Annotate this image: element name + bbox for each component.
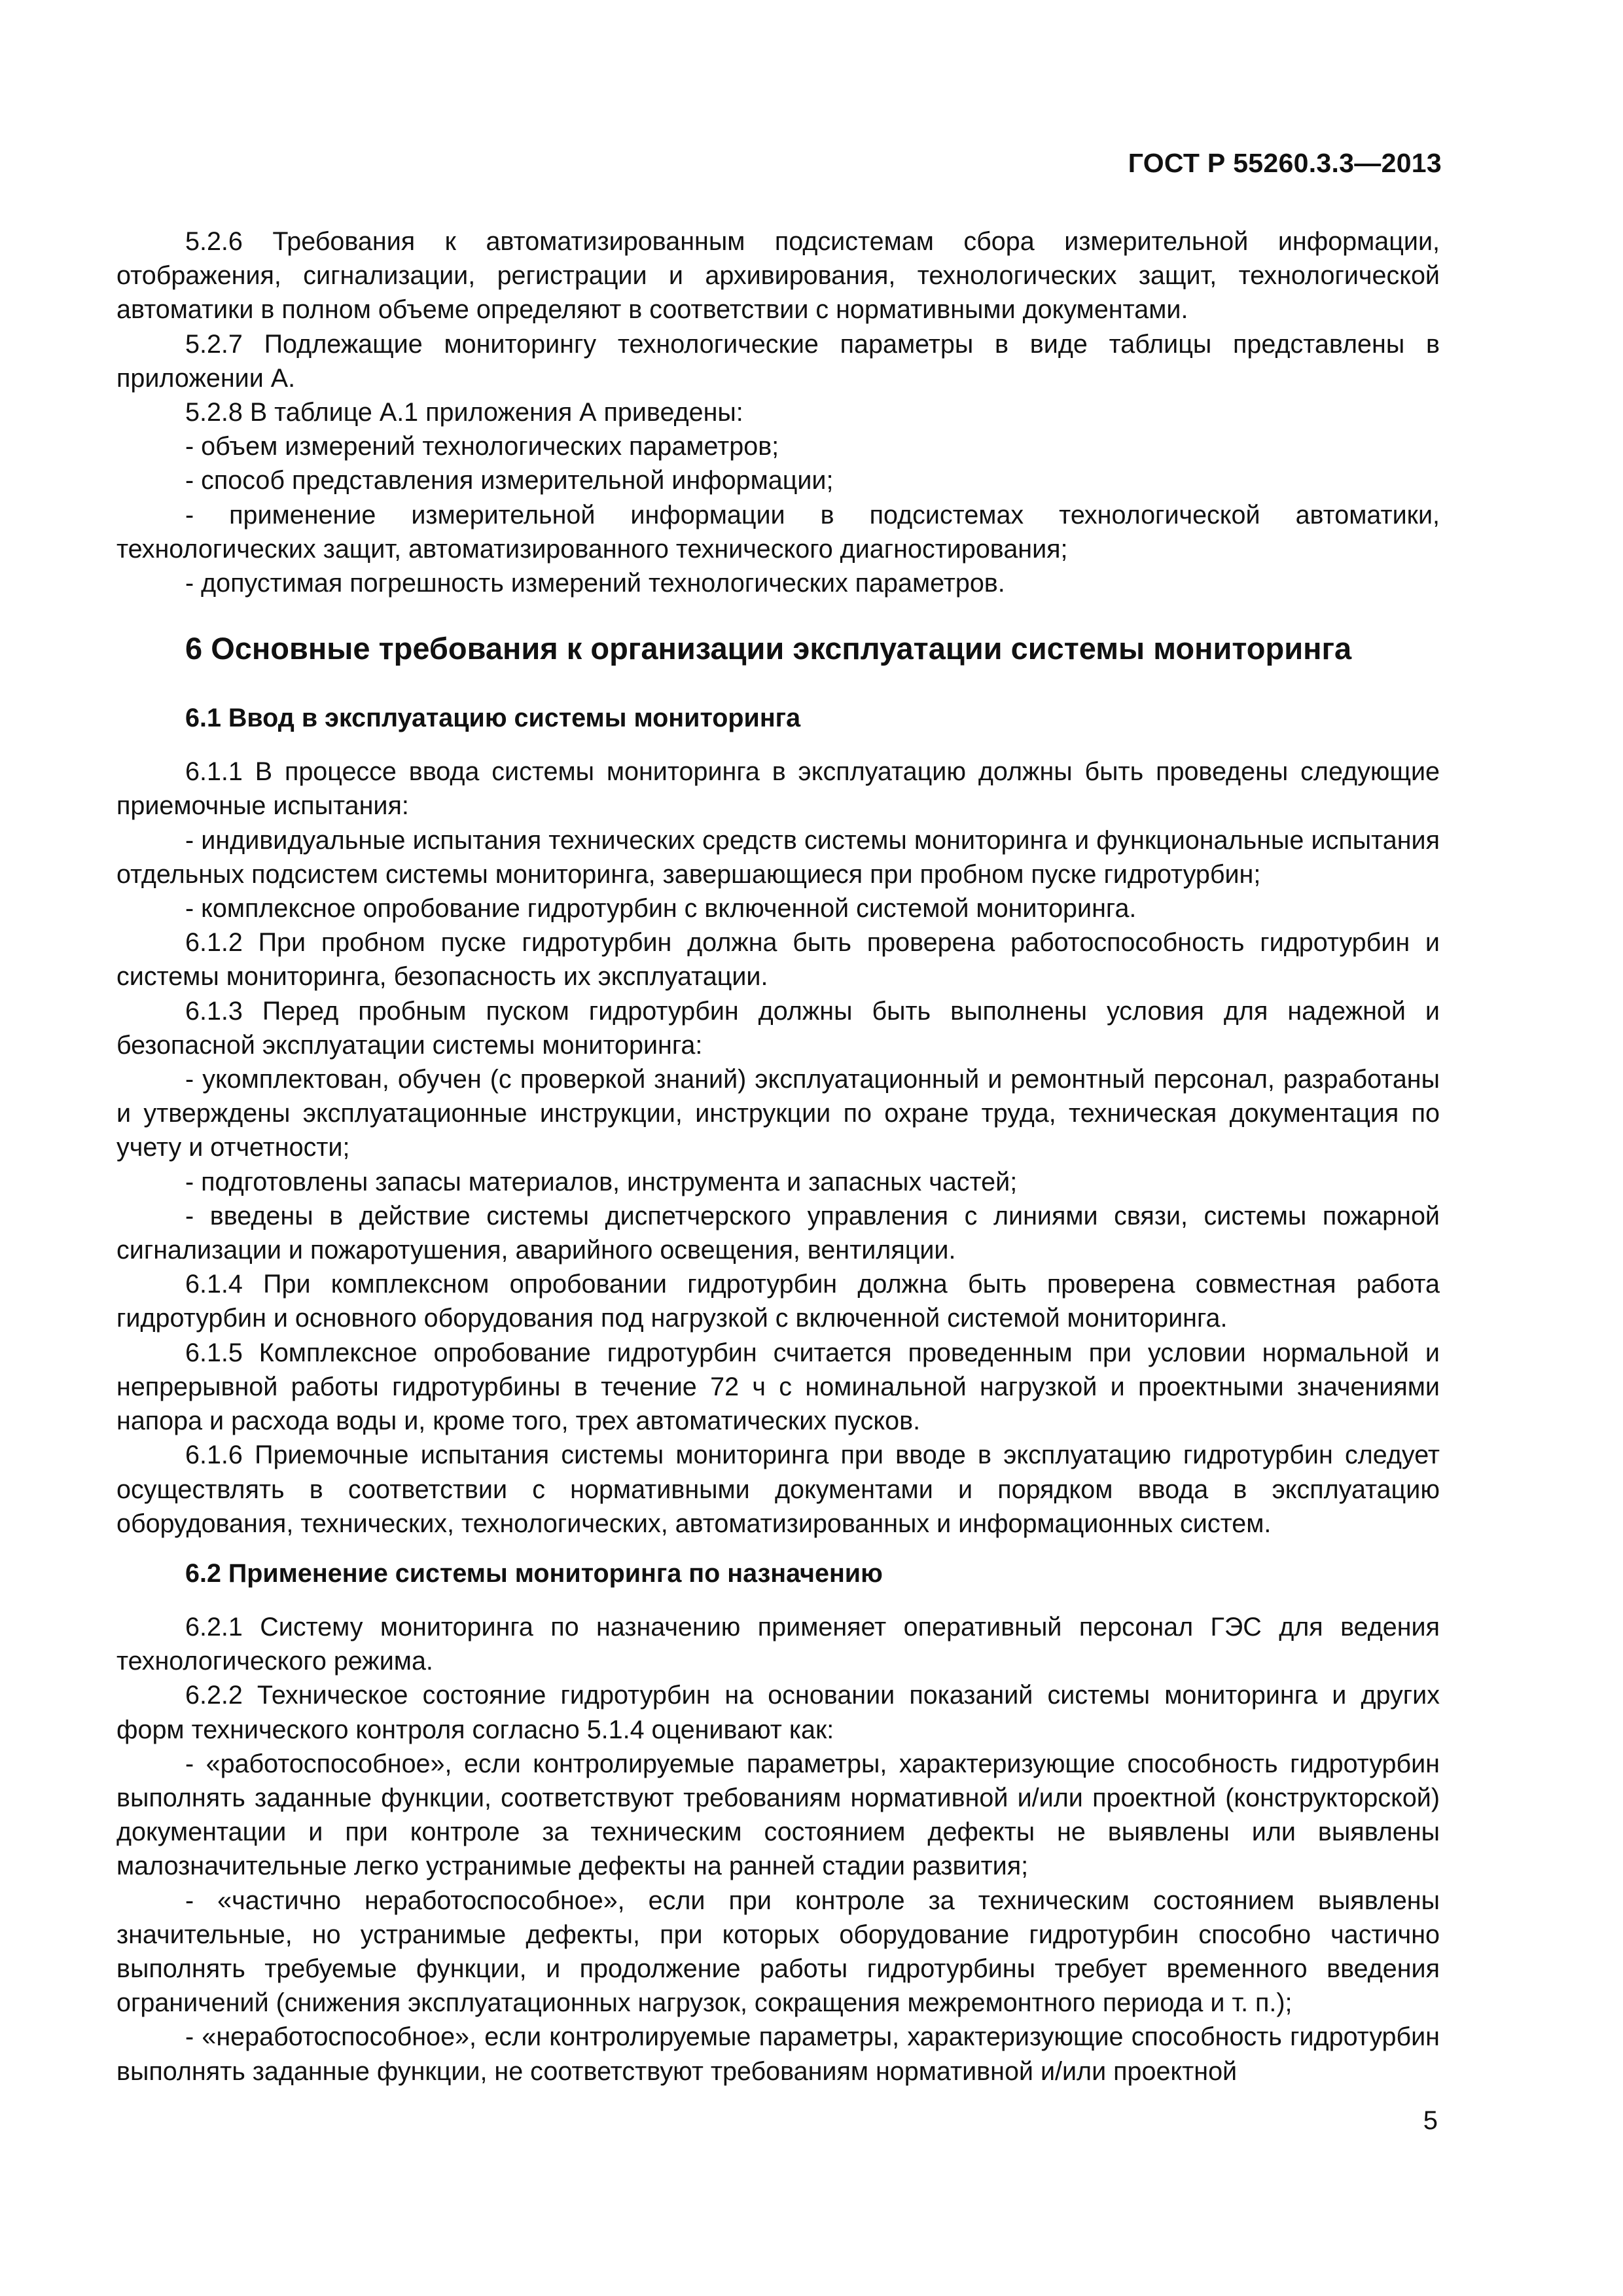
paragraph: - введены в действие системы диспетчерского управления с линиями связи, системы пожарной сигнализации и пожаротушения, аварийного освещения, вентиляции. <box>116 1201 1440 1265</box>
section-6-2-paragraphs <box>116 1610 1440 2089</box>
paragraph: 6.2.1 Систему мониторинга по назначению применяет оперативный персонал ГЭС для ведения технологического режима. <box>116 1612 1440 1676</box>
section-6-1-paragraphs <box>116 755 1440 1541</box>
paragraph: - применение измерительной информации в подсистемах технологической автоматики, технологических защит, автоматизированного технического диагностирования; <box>116 500 1440 564</box>
paragraph: 6.1.4 При комплексном опробовании гидротурбин должна быть проверена совместная работа гидротурбин и основного оборудования под нагрузкой с включенной системой мониторинга. <box>116 1270 1440 1333</box>
paragraph: 6.1.2 При пробном пуске гидротурбин должна быть проверена работоспособность гидротурбин и системы мониторинга, безопасность их эксплуатации. <box>116 928 1440 992</box>
document-header: ГОСТ Р 55260.3.3—2013 <box>1128 148 1442 178</box>
paragraph: - индивидуальные испытания технических средств системы мониторинга и функциональные испытания отдельных подсистем системы мониторинга, завершающиеся при пробном пуске гидротурбин; <box>116 825 1440 889</box>
paragraph: 6.2.2 Техническое состояние гидротурбин на основании показаний системы мониторинга и других форм технического контроля согласно 5.1.4 оценивают как: <box>116 1681 1440 1744</box>
paragraph: 6.1.3 Перед пробным пуском гидротурбин должны быть выполнены условия для надежной и безопасной эксплуатации системы мониторинга: <box>116 996 1440 1060</box>
paragraph: - подготовлены запасы материалов, инструмента и запасных частей; <box>185 1167 1018 1196</box>
section-6-heading: 6 Основные требования к организации эксплуатации системы мониторинга <box>185 631 1352 666</box>
paragraph: - «работоспособное», если контролируемые параметры, характеризующие способность гидротурбин выполнять заданные функции, соответствуют требованиям нормативной и/или проектной (конструкторской) документации и при контроле за техническим состоянием дефекты не выявлены или выявлены малозначительные легко устранимые дефекты на ранней стадии развития; <box>116 1749 1440 1881</box>
section-6-1-heading: 6.1 Ввод в эксплуатацию системы мониторинга <box>185 704 801 733</box>
paragraph: - способ представления измерительной информации; <box>185 466 834 495</box>
page-number: 5 <box>1423 2106 1438 2135</box>
paragraph: - объем измерений технологических параметров; <box>185 432 779 461</box>
section-6-2-heading: 6.2 Применение системы мониторинга по назначению <box>185 1558 883 1588</box>
paragraph: 6.1.1 В процессе ввода системы мониторинга в эксплуатацию должны быть проведены следующие приемочные испытания: <box>116 757 1440 821</box>
paragraph: 6.1.6 Приемочные испытания системы мониторинга при вводе в эксплуатацию гидротурбин следует осуществлять в соответствии с нормативными документами и порядком ввода в эксплуатацию оборудования, технических, технологических, автоматизированных и информационных систем. <box>116 1441 1440 1538</box>
paragraph: - допустимая погрешность измерений технологических параметров. <box>185 569 1005 598</box>
paragraph: 6.1.5 Комплексное опробование гидротурбин считается проведенным при условии нормальной и непрерывной работы гидротурбины в течение 72 ч с номинальной нагрузкой и проектными значениями напора и расхода воды и, кроме того, трех автоматических пусков. <box>116 1338 1440 1436</box>
paragraph: - «частично неработоспособное», если при контроле за техническим состоянием выявлены значительные, но устранимые дефекты, при которых оборудование гидротурбин способно частично выполнять требуемые функции, и продолжение работы гидротурбины требует временного введения ограничений (снижения эксплуатационных нагрузок, сокращения межремонтного периода и т. п.); <box>116 1886 1440 2018</box>
paragraph: - укомплектован, обучен (с проверкой знаний) эксплуатационный и ремонтный персонал, разработаны и утверждены эксплуатационные инструкции, инструкции по охране труда, техническая документация по учету и отчетности; <box>116 1065 1440 1162</box>
section-5-2-paragraphs <box>116 224 1440 600</box>
paragraph: 5.2.6 Требования к автоматизированным подсистемам сбора измерительной информации, отображения, сигнализации, регистрации и архивирования, технологических защит, технологической автоматики в полном объеме определяют в соответствии с нормативными документами. <box>116 227 1440 325</box>
paragraph: - комплексное опробование гидротурбин с включенной системой мониторинга. <box>185 894 1137 924</box>
paragraph: 5.2.8 В таблице А.1 приложения А приведены: <box>185 398 743 427</box>
paragraph: 5.2.7 Подлежащие мониторингу технологические параметры в виде таблицы представлены в приложении А. <box>116 329 1440 393</box>
paragraph: - «неработоспособное», если контролируемые параметры, характеризующие способность гидротурбин выполнять заданные функции, не соответствуют требованиям нормативной и/или проектной <box>116 2022 1440 2086</box>
document-body <box>116 224 1440 2089</box>
